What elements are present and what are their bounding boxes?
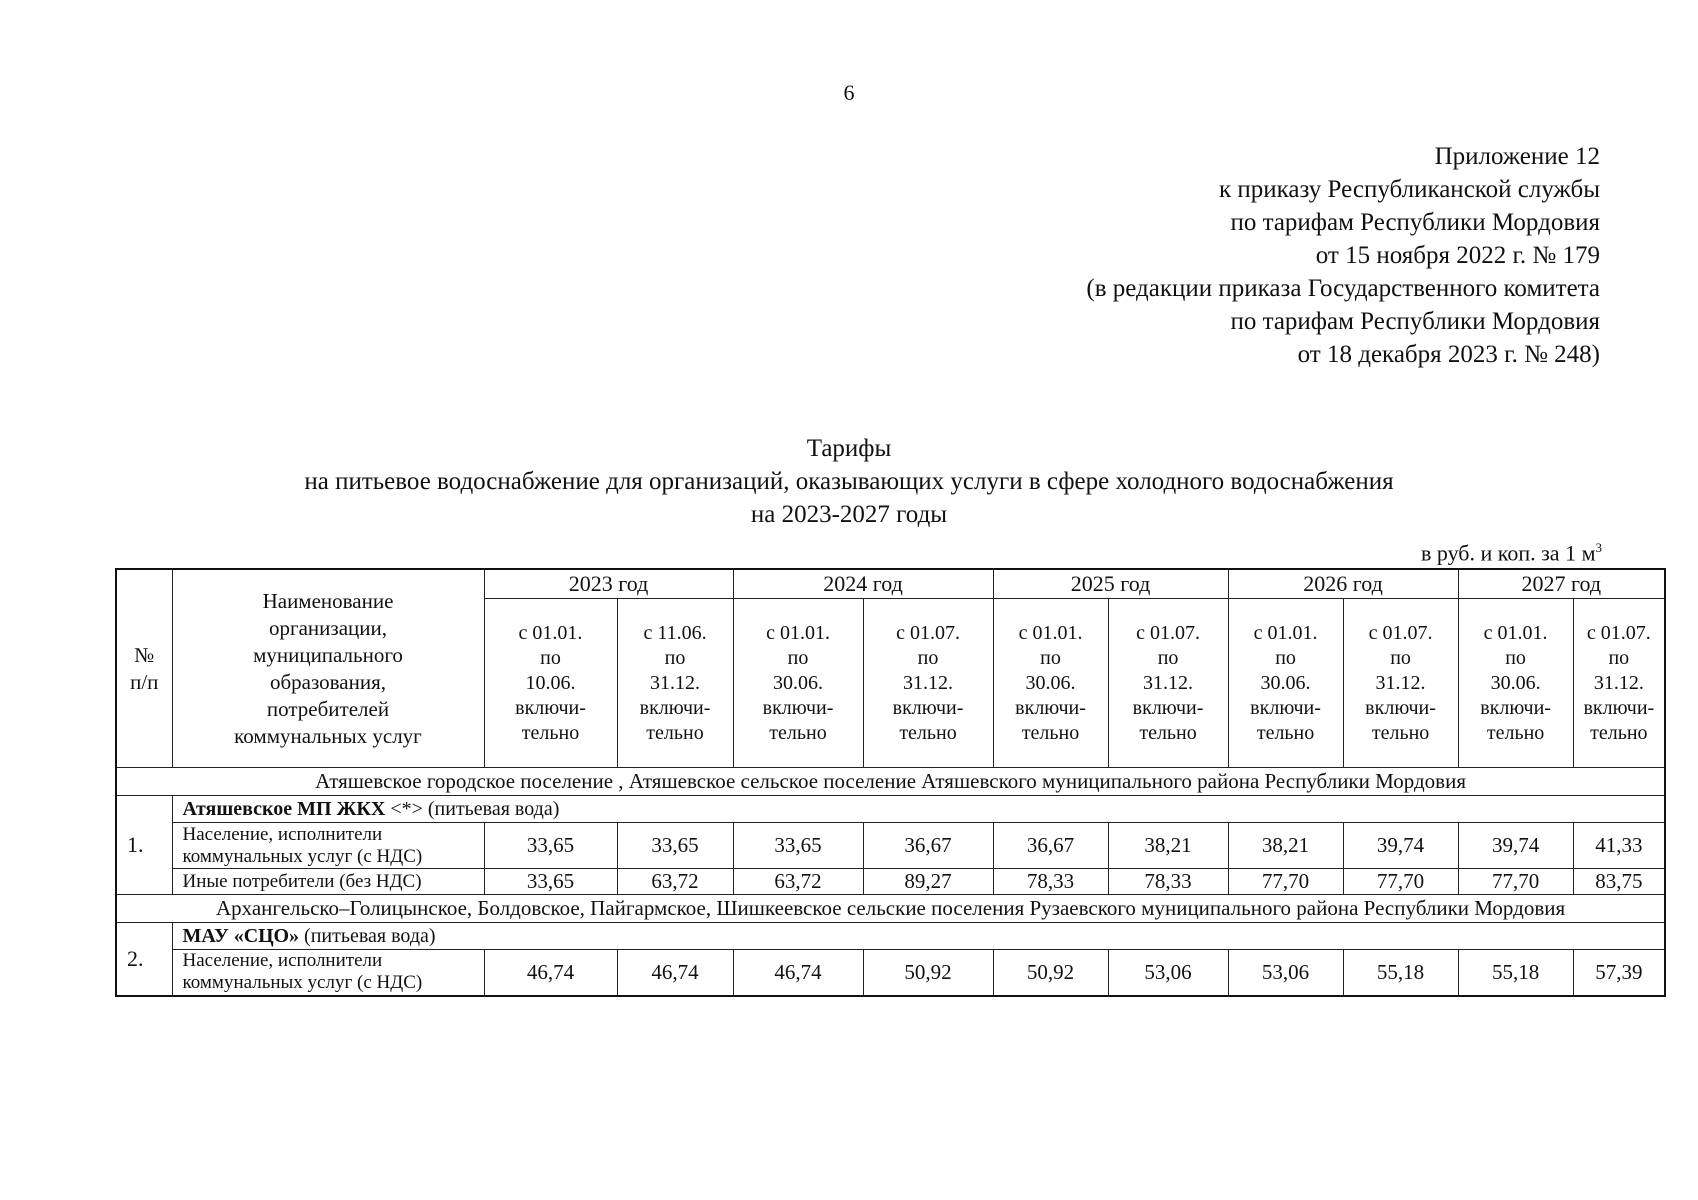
consumer-line: Население, исполнители	[182, 823, 383, 845]
tariff-value: 63,72	[733, 869, 863, 895]
tariff-value: 36,67	[993, 823, 1108, 869]
tariff-row	[116, 950, 1665, 996]
tariff-value: 77,70	[1458, 869, 1573, 895]
period-line: тельно	[1486, 721, 1545, 744]
period-header	[1343, 599, 1458, 768]
appendix-line: Приложение 12	[1434, 143, 1600, 170]
period-line: с 11.06.	[643, 621, 707, 644]
period-line: 31.12.	[1143, 671, 1194, 694]
period-header	[1458, 599, 1573, 768]
consumer-category	[172, 869, 484, 895]
consumer-line: Иные потребители (без НДС)	[182, 870, 422, 892]
header-name-line: коммунальных услуг	[234, 723, 422, 748]
period-line: 30.06.	[1025, 671, 1076, 694]
period-header	[863, 599, 993, 768]
period-header	[1108, 599, 1228, 768]
tariff-value: 33,65	[617, 823, 733, 869]
period-line: включи-	[1365, 696, 1436, 719]
row-index: 2.	[116, 923, 172, 996]
period-line: тельно	[1590, 721, 1648, 744]
period-line: тельно	[1256, 721, 1315, 744]
period-header	[733, 599, 863, 768]
tariff-value: 57,39	[1573, 950, 1665, 996]
period-line: включи-	[1132, 696, 1204, 719]
tariff-value: 83,75	[1573, 869, 1665, 895]
appendix-line: (в редакции приказа Государственного комитета	[1086, 275, 1600, 302]
title-line: на питьевое водоснабжение для организаций, оказывающих услуги в сфере холодного водоснабжения	[304, 468, 1394, 495]
header-name-line: Наименование	[262, 588, 394, 613]
period-header	[1573, 599, 1665, 768]
organization-note: (питьевая вода)	[299, 924, 436, 947]
tariff-value: 46,74	[484, 950, 617, 996]
tariff-value: 39,74	[1458, 823, 1573, 869]
period-line: 30.06.	[773, 671, 824, 694]
period-line: 10.06.	[525, 671, 576, 694]
tariffs-table	[115, 568, 1666, 997]
appendix-line: от 18 декабря 2023 г. № 248)	[1297, 341, 1600, 368]
page-number: 6	[843, 80, 855, 105]
period-line: 30.06.	[1490, 671, 1541, 694]
tariff-value: 50,92	[993, 950, 1108, 996]
period-header	[484, 599, 617, 768]
region-name: Архангельско–Голицынское, Болдовское, Пайгармское, Шишкеевское сельские поселения Рузаевского муниципального района Республики Мордовия	[116, 895, 1665, 923]
tariff-value: 78,33	[1108, 869, 1228, 895]
period-line: тельно	[646, 721, 704, 744]
header-name-line: муниципального	[253, 642, 403, 667]
tariff-value: 38,21	[1108, 823, 1228, 869]
header-number-abbr: п/п	[130, 669, 159, 694]
organization-row	[116, 796, 1665, 823]
tariff-value: 46,74	[617, 950, 733, 996]
tariff-value: 53,06	[1228, 950, 1343, 996]
region-row	[116, 895, 1665, 923]
units-label	[1421, 540, 1602, 566]
period-line: включи-	[1583, 696, 1655, 719]
tariff-value: 55,18	[1458, 950, 1573, 996]
period-line: с 01.07.	[1368, 621, 1433, 644]
tariff-value: 77,70	[1343, 869, 1458, 895]
period-line: с 01.07.	[896, 621, 960, 644]
tariff-value: 36,67	[863, 823, 993, 869]
appendix-block	[1086, 140, 1600, 371]
period-line: по	[664, 646, 686, 669]
region-name: Атяшевское городское поселение , Атяшевское сельское поселение Атяшевского муниципального района Республики Мордовия	[116, 768, 1665, 796]
period-line: по	[540, 646, 561, 669]
consumer-line: Население, исполнители	[182, 950, 383, 972]
period-line: включи-	[1480, 696, 1551, 719]
year-header: 2026 год	[1228, 569, 1458, 599]
period-line: 30.06.	[1260, 671, 1311, 694]
year-header: 2025 год	[993, 569, 1228, 599]
appendix-line: к приказу Республиканской службы	[1218, 176, 1600, 203]
period-line: включи-	[1015, 696, 1086, 719]
organization-title: Атяшевское МП ЖКХ	[182, 797, 386, 820]
organization-name	[172, 923, 1665, 950]
period-line: по	[917, 646, 939, 669]
tariff-row	[116, 823, 1665, 869]
period-line: с 01.01.	[1253, 621, 1318, 644]
tariff-value: 38,21	[1228, 823, 1343, 869]
period-line: с 01.01.	[1018, 621, 1083, 644]
period-line: тельно	[521, 721, 580, 744]
column-header-name	[172, 569, 484, 768]
tariff-value: 46,74	[733, 950, 863, 996]
appendix-line: по тарифам Республики Мордовия	[1230, 308, 1600, 335]
header-name-line: образования,	[269, 669, 387, 694]
consumer-category	[172, 950, 484, 996]
document-title	[0, 432, 1698, 531]
period-line: тельно	[899, 721, 957, 744]
tariff-value: 55,18	[1343, 950, 1458, 996]
period-line: с 01.01.	[518, 621, 583, 644]
appendix-line: по тарифам Республики Мордовия	[1230, 209, 1600, 236]
units-superscript: 3	[1595, 540, 1602, 555]
header-number-sign: №	[134, 642, 155, 667]
period-line: с 01.01.	[766, 621, 830, 644]
period-line: включи-	[639, 696, 711, 719]
appendix-line: от 15 ноября 2022 г. № 179	[1315, 242, 1600, 269]
period-header	[993, 599, 1108, 768]
header-name-line: потребителей	[266, 696, 390, 721]
year-header: 2027 год	[1458, 569, 1665, 599]
period-line: по	[1505, 646, 1526, 669]
period-line: тельно	[769, 721, 827, 744]
period-line: по	[1040, 646, 1061, 669]
period-line: с 01.07.	[1136, 621, 1200, 644]
period-line: по	[1608, 646, 1630, 669]
period-line: по	[787, 646, 809, 669]
consumer-category	[172, 823, 484, 869]
organization-name	[172, 796, 1665, 823]
consumer-line: коммунальных услуг (с НДС)	[182, 845, 423, 867]
period-line: тельно	[1021, 721, 1080, 744]
organization-row	[116, 923, 1665, 950]
tariff-value: 33,65	[733, 823, 863, 869]
period-line: с 01.07.	[1586, 621, 1651, 644]
tariff-value: 77,70	[1228, 869, 1343, 895]
tariff-value: 63,72	[617, 869, 733, 895]
tariff-value: 53,06	[1108, 950, 1228, 996]
period-line: включи-	[892, 696, 964, 719]
period-line: 31.12.	[1593, 671, 1644, 694]
tariff-row	[116, 869, 1665, 895]
period-line: включи-	[762, 696, 834, 719]
period-header	[617, 599, 733, 768]
region-row	[116, 768, 1665, 796]
organization-title: МАУ «СЦО»	[182, 924, 300, 947]
period-line: тельно	[1371, 721, 1430, 744]
title-line: на 2023-2027 годы	[750, 501, 948, 528]
row-index: 1.	[116, 796, 172, 895]
period-line: по	[1157, 646, 1179, 669]
period-line: по	[1275, 646, 1296, 669]
period-line: включи-	[1250, 696, 1321, 719]
period-line: тельно	[1139, 721, 1197, 744]
tariff-value: 33,65	[484, 823, 617, 869]
period-line: по	[1390, 646, 1411, 669]
period-line: 31.12.	[903, 671, 954, 694]
title-line: Тарифы	[806, 435, 892, 462]
organization-note: <*> (питьевая вода)	[385, 797, 560, 820]
period-line: с 01.01.	[1483, 621, 1548, 644]
column-header-number	[116, 569, 172, 768]
consumer-line: коммунальных услуг (с НДС)	[182, 972, 423, 994]
year-header: 2024 год	[733, 569, 993, 599]
tariff-value: 41,33	[1573, 823, 1665, 869]
period-header	[1228, 599, 1343, 768]
units-text: в руб. и коп. за 1 м	[1421, 540, 1596, 566]
period-line: включи-	[515, 696, 586, 719]
table-body	[116, 768, 1665, 996]
header-name-line: организации,	[269, 615, 387, 640]
tariff-value: 33,65	[484, 869, 617, 895]
period-line: 31.12.	[1375, 671, 1426, 694]
tariff-value: 78,33	[993, 869, 1108, 895]
tariff-value: 89,27	[863, 869, 993, 895]
tariff-value: 50,92	[863, 950, 993, 996]
tariff-value: 39,74	[1343, 823, 1458, 869]
year-header: 2023 год	[484, 569, 733, 599]
period-line: 31.12.	[650, 671, 700, 694]
